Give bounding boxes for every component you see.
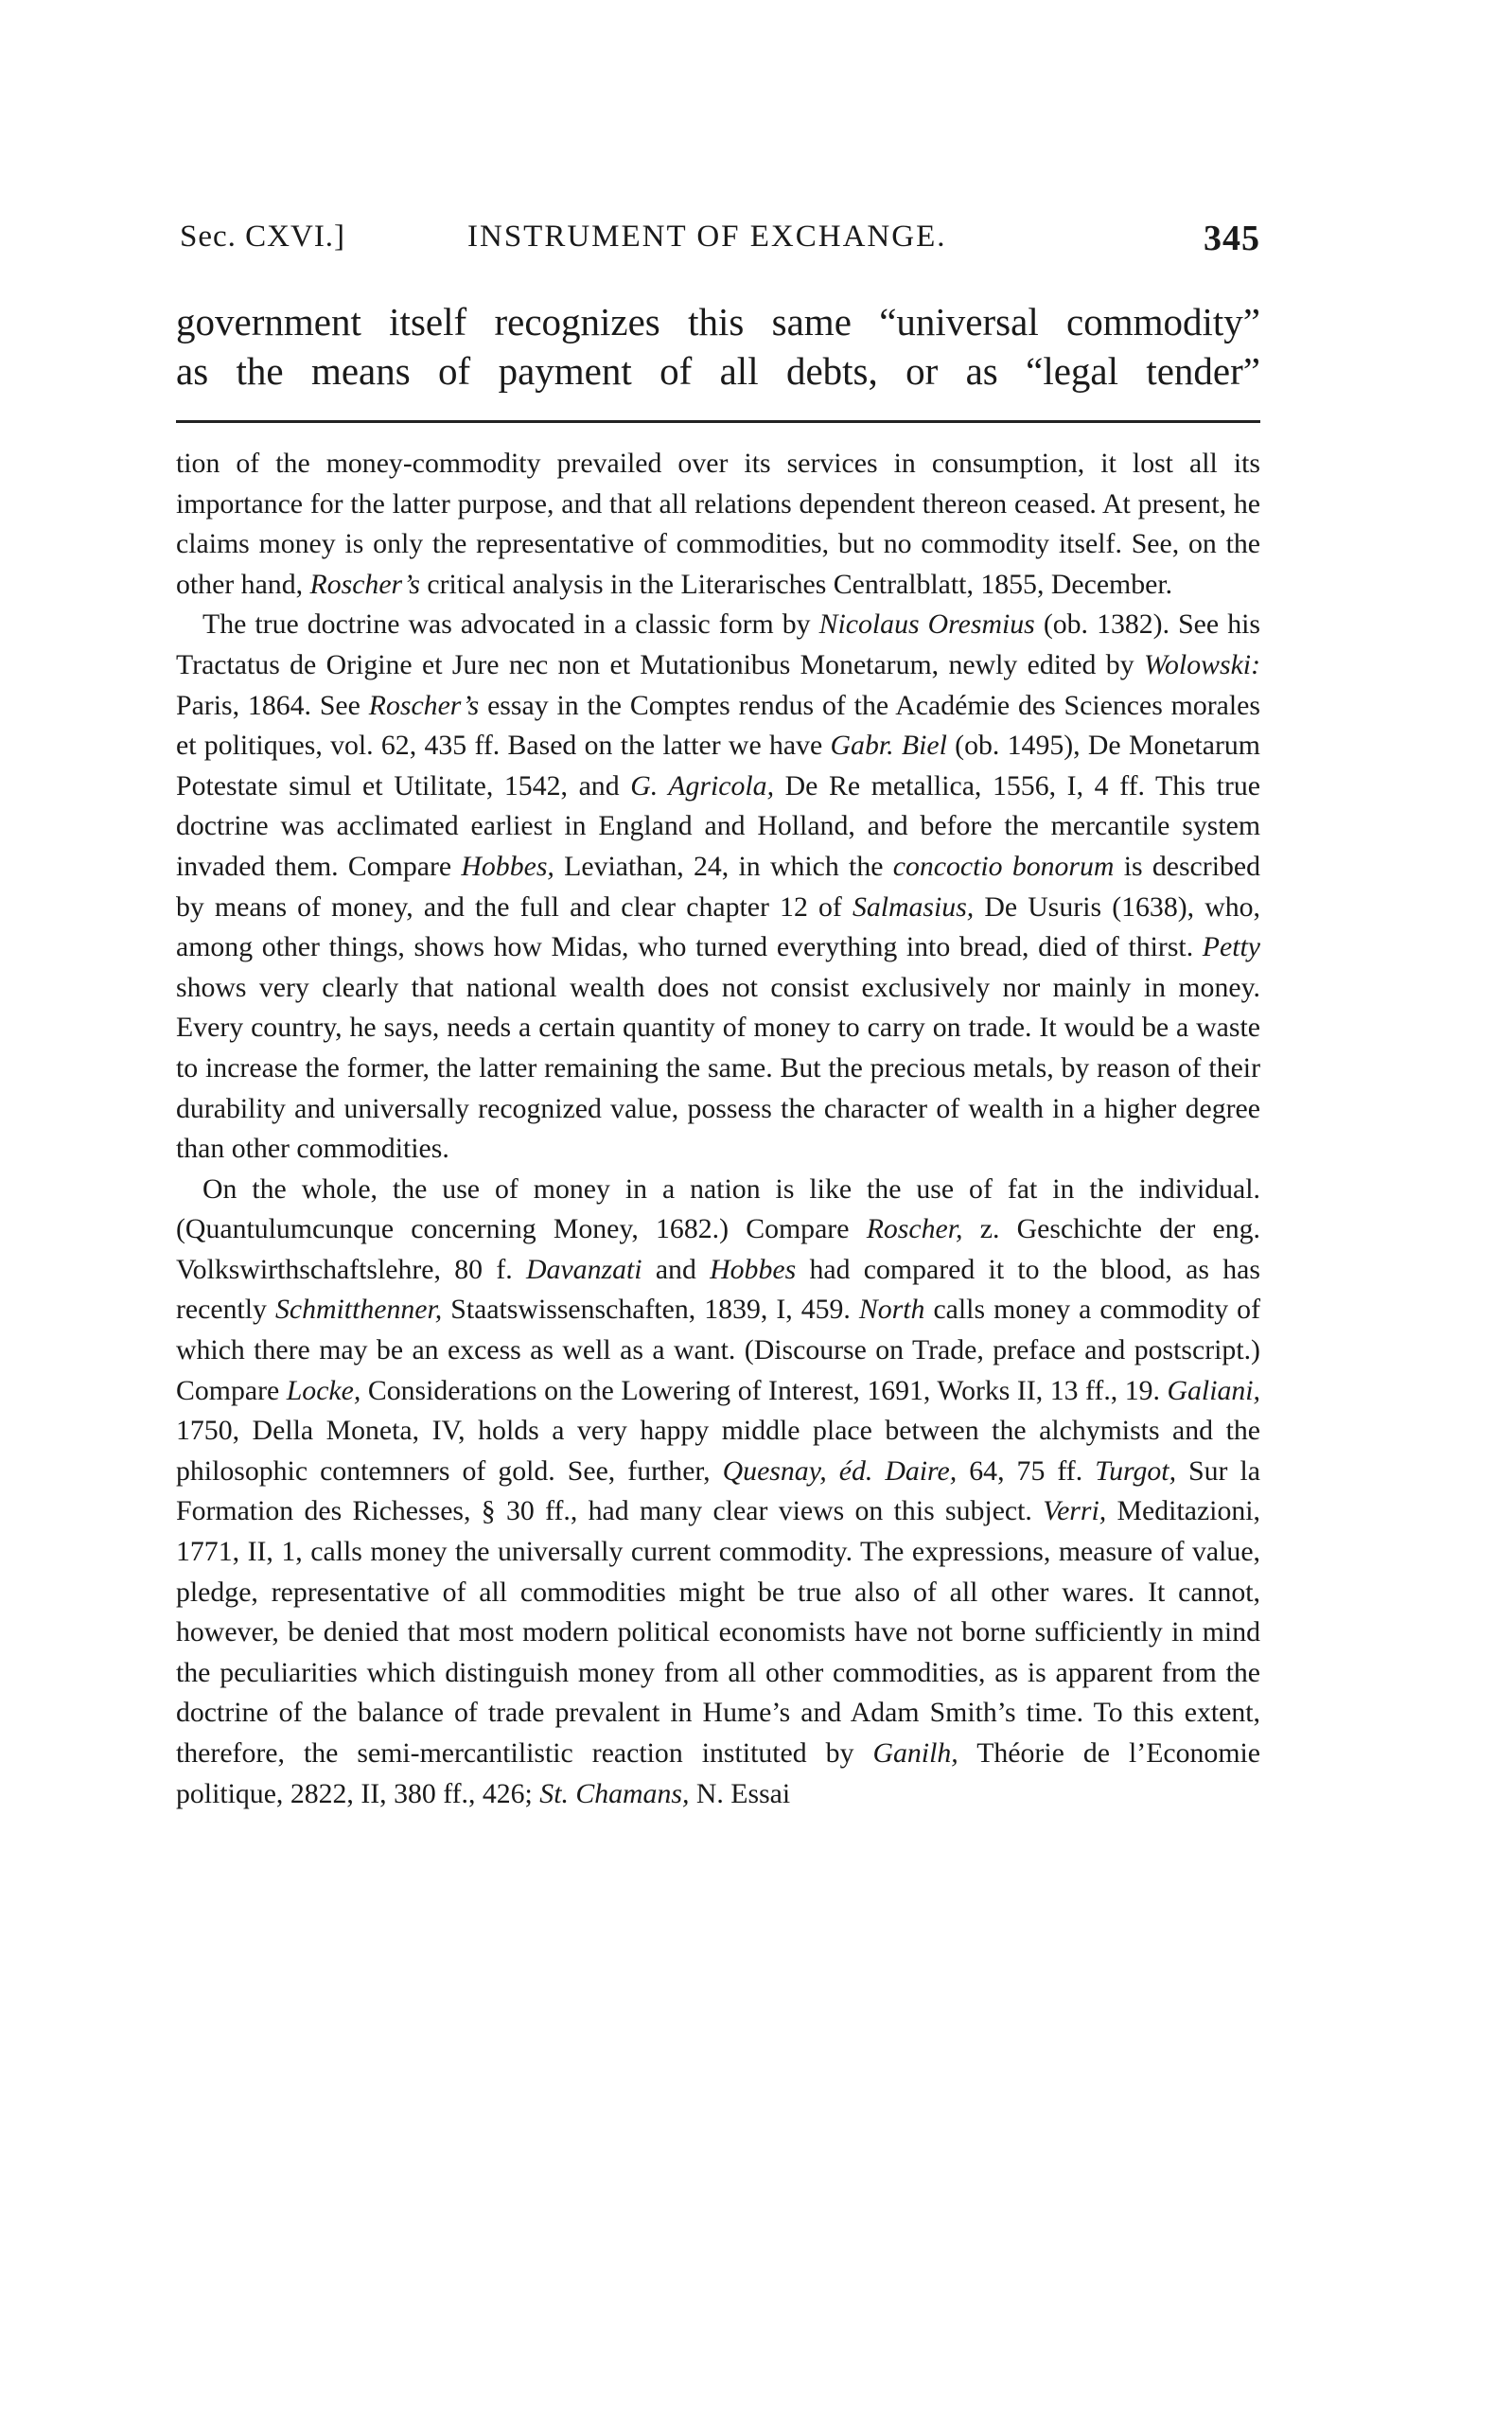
italic-reference: Wolowski: <box>1143 648 1260 680</box>
italic-reference: Davanzati <box>526 1253 642 1285</box>
footnote-rule <box>176 420 1260 423</box>
main-text <box>176 297 1260 396</box>
footnote-paragraph: The true doctrine was advocated in a classic form by Nicolaus Oresmius (ob. 1382). See his Tractatus de Origine et Jure nec non et Mutationibus Monetarum, newly edited by Wolowski: Paris, 1864. See Roscher’s essay in the Comptes rendus of the Académie des Sciences morales et politiques, vol. 62, 435 ff. Based on the latter we have Gabr. Biel (ob. 1495), De Monetarum Potestate simul et Utilitate, 1542, and G. Agricola, De Re metallica, 1556, I, 4 ff. This true doctrine was acclimated earliest in England and Holland, and before the mercantile system invaded them. Compare Hobbes, Leviathan, 24, in which the concoctio bonorum is described by means of money, and the full and clear chapter 12 of Salmasius, De Usuris (1638), who, among other things, shows how Midas, who turned everything into bread, died of thirst. Petty shows very clearly that national wealth does not consist exclusively nor mainly in money. Every country, he says, needs a certain quantity of money to carry on trade. It would be a waste to increase the former, the latter remaining the same. But the precious metals, by reason of their durability and universally recognized value, possess the character of wealth in a higher degree than other commodities. <box>176 608 1261 1165</box>
book-page <box>176 216 1260 1814</box>
italic-reference: Schmitthenner, <box>274 1294 443 1326</box>
italic-reference: Quesnay, éd. Daire, <box>722 1454 958 1487</box>
italic-reference: Turgot, <box>1095 1454 1177 1487</box>
italic-reference: Hobbes <box>710 1253 797 1285</box>
italic-reference: Petty <box>1202 931 1260 963</box>
main-text-line: as the means of payment of all debts, or as “legal tender” <box>176 349 1260 393</box>
italic-reference: St. Chamans, <box>539 1777 690 1809</box>
section-label: Sec. CXVI.] <box>180 220 346 254</box>
italic-reference: Roscher’s <box>368 689 480 721</box>
italic-reference: G. Agricola, <box>630 769 775 802</box>
italic-reference: Roscher, <box>866 1213 963 1245</box>
running-head <box>176 216 1260 269</box>
footnote-paragraph: tion of the money-commodity prevailed over its services in consumption, it lost all its importance for the latter purpose, and that all relations dependent thereon ceased. At present, he claims money is only the representative of commodities, but no commodity itself. See, on the other hand, Roscher’s critical analysis in the Literarisches Centralblatt, 1855, December. <box>176 448 1260 600</box>
footnotes <box>176 444 1260 1814</box>
italic-reference: Locke, <box>286 1374 361 1406</box>
italic-reference: concoctio bonorum <box>892 850 1115 882</box>
italic-reference: Hobbes, <box>461 850 554 882</box>
italic-reference: Verri, <box>1043 1495 1107 1527</box>
italic-reference: Ganilh, <box>872 1737 958 1769</box>
italic-reference: Salmasius, <box>852 890 975 923</box>
footnote-paragraph: On the whole, the use of money in a nation is like the use of fat in the individual. (Quantulumcunque concerning Money, 1682.) Compare Roscher, z. Geschichte der eng. Volkswirthschaftslehre, 80 f. Davanzati and Hobbes had compared it to the blood, as has recently Schmitthenner, Staatswissenschaften, 1839, I, 459. North calls money a commodity of which there may be an excess as well as a want. (Discourse on Trade, preface and postscript.) Compare Locke, Considerations on the Lowering of Interest, 1691, Works II, 13 ff., 19. Galiani, 1750, Della Moneta, IV, holds a very happy middle place between the alchymists and the philosophic contemners of gold. See, further, Quesnay, éd. Daire, 64, 75 ff. Turgot, Sur la Formation des Richesses, § 30 ff., had many clear views on this subject. Verri, Meditazioni, 1771, II, 1, calls money the universally current commodity. The expressions, measure of value, pledge, representative of all commodities might be true also of all other wares. It cannot, however, be denied that most modern political economists have not borne sufficiently in mind the peculiarities which distinguish money from all other commodities, as is apparent from the doctrine of the balance of trade prevalent in Hume’s and Adam Smith’s time. To this extent, therefore, the semi-mercantilistic reaction instituted by Ganilh, Théorie de l’Economie politique, 2822, II, 380 ff., 426; St. Chamans, N. Essai <box>176 1172 1260 1809</box>
main-text-line: government itself recognizes this same “universal commodity” <box>176 300 1260 344</box>
chapter-title: INSTRUMENT OF EXCHANGE. <box>467 220 947 254</box>
page-number: 345 <box>1204 219 1260 258</box>
italic-reference: North <box>858 1294 925 1326</box>
italic-reference: Roscher’s <box>309 568 420 600</box>
italic-reference: Gabr. Biel <box>830 730 947 762</box>
italic-reference: Galiani, <box>1167 1374 1260 1406</box>
italic-reference: Nicolaus Oresmius <box>818 608 1035 641</box>
